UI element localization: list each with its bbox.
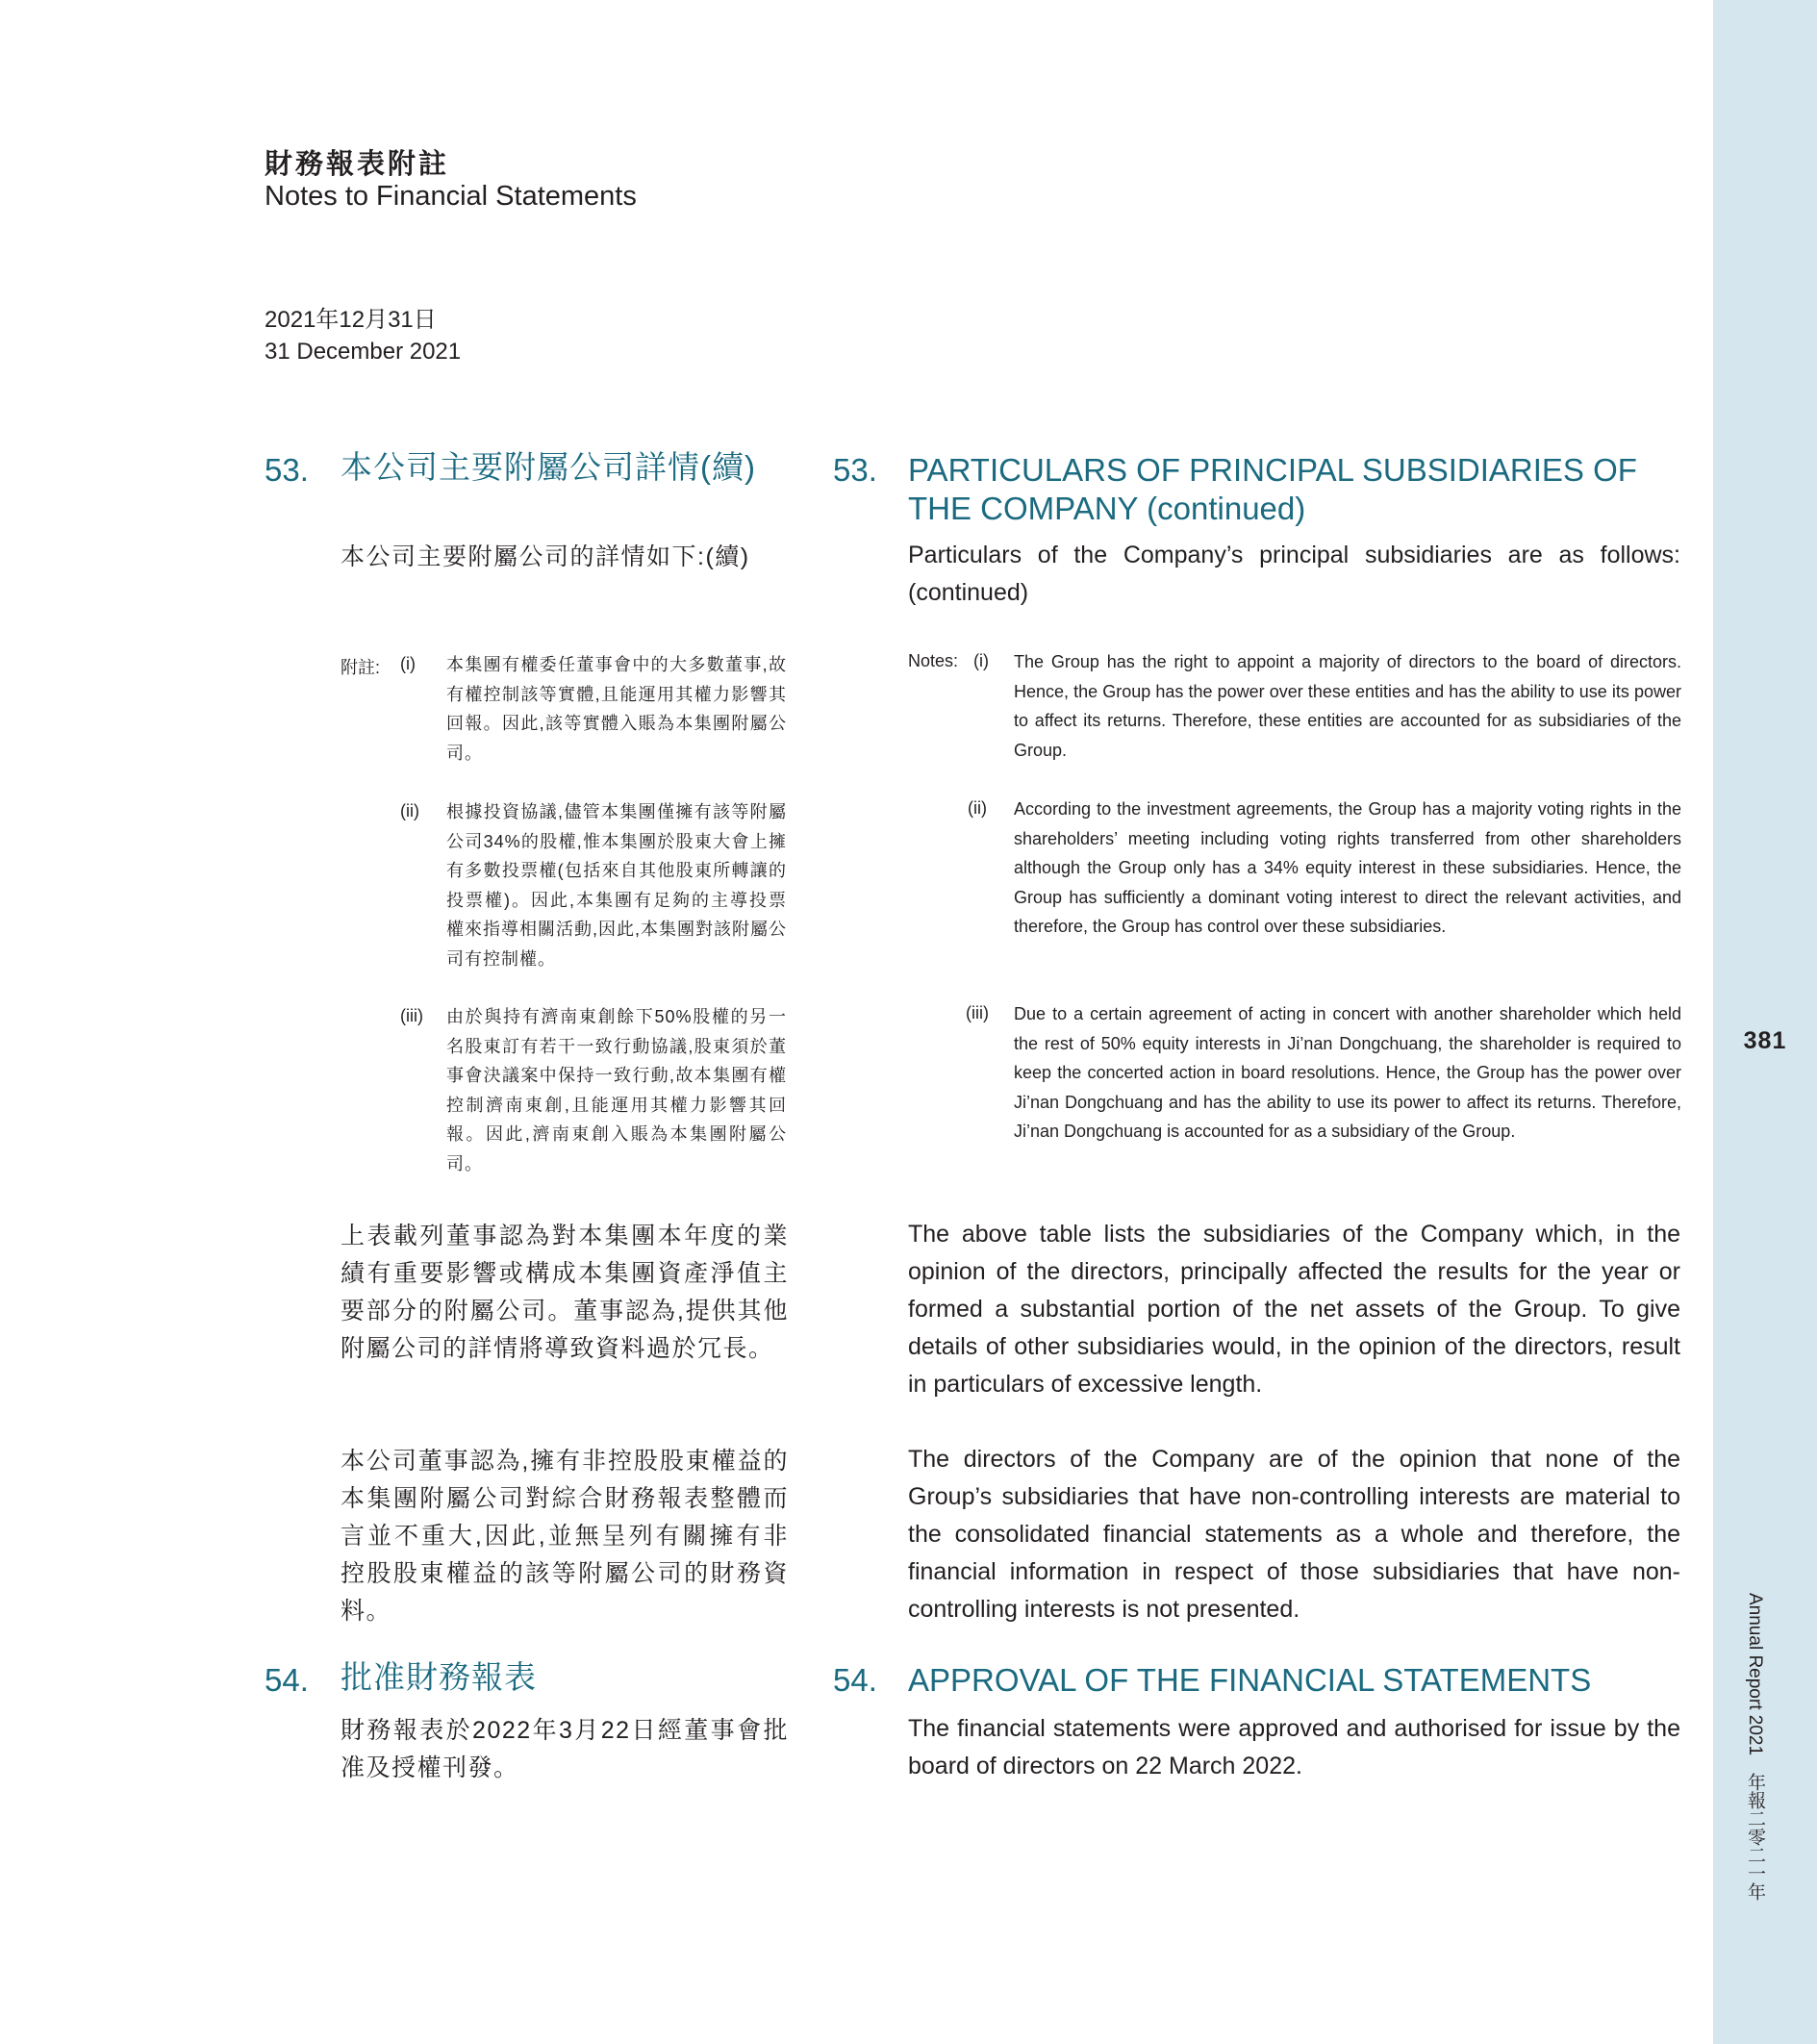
note-2-label-en: (ii) xyxy=(968,798,987,818)
note-2-text-en: According to the investment agreements, the Group has a majority voting rights in the shareholders’ meeting including voting rights transferred from other shareholders although the Group only has a 34% equity interest in these subsidiaries. Hence, the Group has sufficiently a dominant voting interest to direct the relevant activities, and therefore, the Group has control over these subsidiaries. xyxy=(1014,799,1681,937)
section-53-number-en: 53. xyxy=(833,452,877,488)
para-2-cn: 本公司董事認為,擁有非控股股東權益的本集團附屬公司對綜合財務報表整體而言並不重大,因此,並無呈列有關擁有非控股股東權益的該等附屬公司的財務資料。 xyxy=(341,1448,789,1625)
date-en: 31 December 2021 xyxy=(265,339,462,365)
note-1-text-en: The Group has the right to appoint a majority of directors to the board of directors. Hence, the Group has the power over these entities and has the ability to use its power to affect its returns. Therefore, these entities are accounted for as subsidiaries of the Group. xyxy=(1014,652,1681,760)
annual-report-label-en: Annual Report 2021 xyxy=(1745,1593,1765,1756)
section-53-intro-cn: 本公司主要附屬公司的詳情如下:(續) xyxy=(341,543,750,570)
header-title-en: Notes to Financial Statements xyxy=(265,181,637,212)
section-54-number-en: 54. xyxy=(833,1662,877,1698)
header-title-cn: 財務報表附註 xyxy=(265,147,450,180)
note-1-text-cn: 本集團有權委任董事會中的大多數董事,故有權控制該等實體,且能運用其權力影響其回報。因此,該等實體入賬為本集團附屬公司。 xyxy=(446,655,787,763)
annual-report-label-cn: 年報二零二一年 xyxy=(1745,1773,1765,1902)
para-1-en: The above table lists the subsidiaries of the Company which, in the opinion of the directors, principally affected the results for the year or formed a substantial portion of the net assets of the Group. To give details of other subsidiaries would, in the opinion of the directors, result in particulars of excessive length. xyxy=(908,1221,1680,1398)
note-3-text-en: Due to a certain agreement of acting in concert with another shareholder which held the rest of 50% equity interests in Ji’nan Dongchuang, the shareholder is required to keep the concerted action in board resolutions. Hence, the Group has the power over Ji’nan Dongchuang and has the ability to use its power to affect its returns. Therefore, Ji’nan Dongchuang is accounted for as a subsidiary of the Group. xyxy=(1014,1004,1681,1142)
note-3-label-cn: (iii) xyxy=(400,1006,423,1025)
note-1-label-cn: (i) xyxy=(400,654,416,673)
para-1-cn: 上表載列董事認為對本集團本年度的業績有重要影響或構成本集團資產淨值主要部分的附屬公司。董事認為,提供其他附屬公司的詳情將導致資料過於冗長。 xyxy=(341,1223,789,1362)
para-2-en: The directors of the Company are of the opinion that none of the Group’s subsidiaries that have non-controlling interests are material to the consolidated financial statements as a whole and therefore, the financial information in respect of those subsidiaries that have non-controlling interests is not presented. xyxy=(908,1446,1680,1623)
section-54-title-en: APPROVAL OF THE FINANCIAL STATEMENTS xyxy=(908,1662,1592,1698)
annual-report-label xyxy=(1742,1576,1768,1901)
section-54-number-cn: 54. xyxy=(265,1662,309,1698)
date-cn: 2021年12月31日 xyxy=(265,307,437,333)
section-53-intro-en: Particulars of the Company’s principal subsidiaries are as follows: (continued) xyxy=(908,542,1680,606)
section-54-body-en: The financial statements were approved and authorised for issue by the board of directors on 22 March 2022. xyxy=(908,1715,1680,1779)
section-53-number-cn: 53. xyxy=(265,452,309,488)
note-1-label-en: (i) xyxy=(973,651,989,670)
note-3-label-en: (iii) xyxy=(966,1003,989,1022)
notes-label-en: Notes: xyxy=(908,651,959,670)
note-2-text-cn: 根據投資協議,儘管本集團僅擁有該等附屬公司34%的股權,惟本集團於股東大會上擁有多數投票權(包括來自其他股東所轉讓的投票權)。因此,本集團有足夠的主導投票權來指導相關活動,因此,本集團對該附屬公司有控制權。 xyxy=(446,802,788,969)
section-53-title-cn: 本公司主要附屬公司詳情(續) xyxy=(341,449,756,485)
note-3-text-cn: 由於與持有濟南東創餘下50%股權的另一名股東訂有若干一致行動協議,股東須於董事會決議案中保持一致行動,故本集團有權控制濟南東創,且能運用其權力影響其回報。因此,濟南東創入賬為本集團附屬公司。 xyxy=(446,1007,787,1173)
note-2-label-cn: (ii) xyxy=(400,801,419,820)
section-54-body-cn: 財務報表於2022年3月22日經董事會批准及授權刊發。 xyxy=(341,1717,789,1781)
page-number: 381 xyxy=(1743,1027,1787,1054)
section-54-title-cn: 批准財務報表 xyxy=(341,1659,537,1695)
notes-label-cn: 附註: xyxy=(341,658,381,677)
section-53-title-en: PARTICULARS OF PRINCIPAL SUBSIDIARIES OF THE COMPANY (continued) xyxy=(908,452,1637,526)
